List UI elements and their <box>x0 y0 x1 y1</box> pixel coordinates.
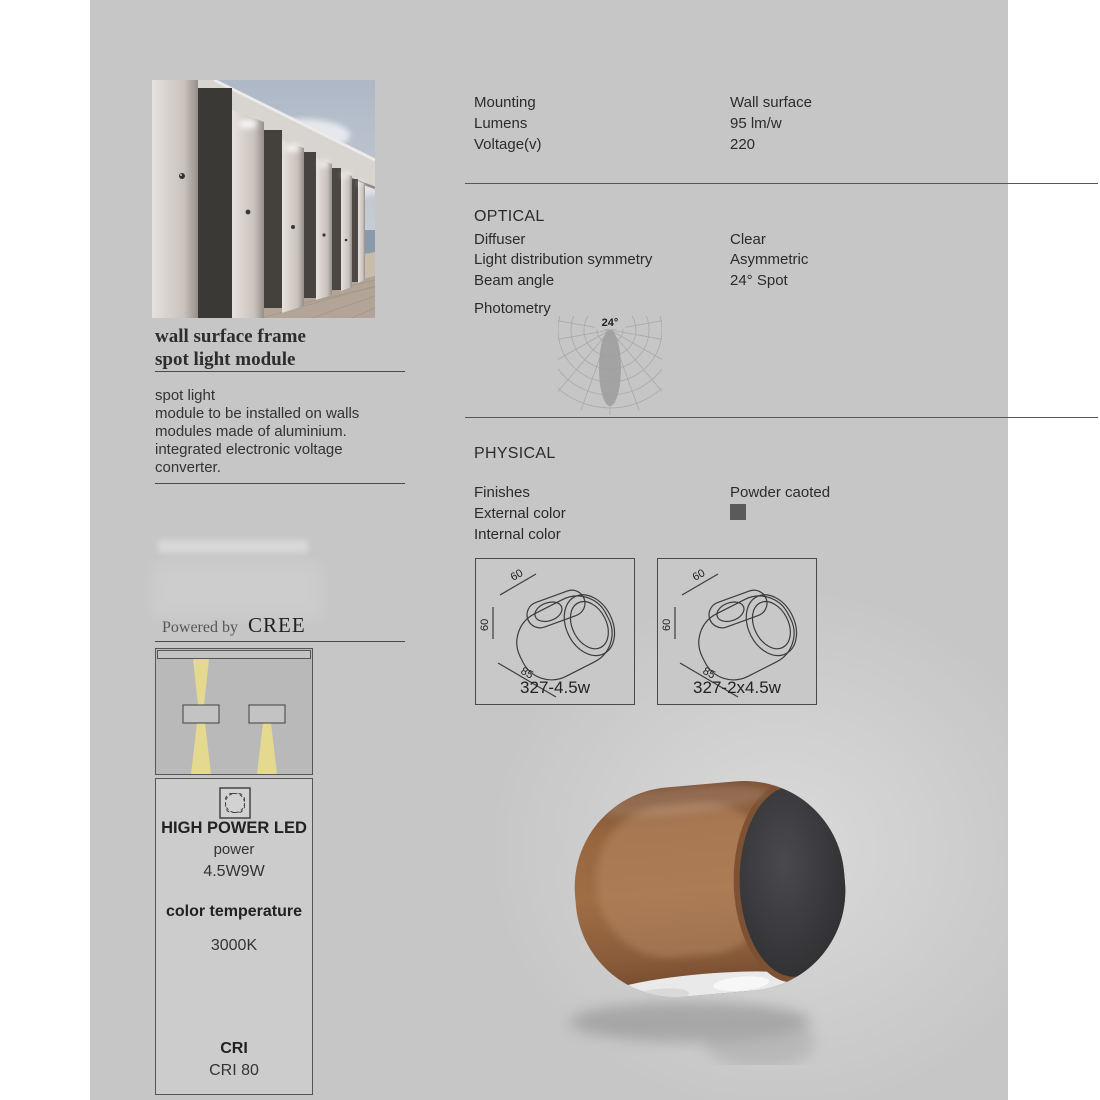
fixture-symbol-updown <box>183 705 219 723</box>
physical-heading: PHYSICAL <box>474 445 556 462</box>
physical-label: Finishes <box>474 484 530 501</box>
description-line: module to be installed on walls <box>155 405 360 422</box>
physical-label: External color <box>474 505 566 522</box>
photometry-polar-diagram <box>558 316 662 416</box>
optical-label: Diffuser <box>474 231 526 248</box>
power-value: 4.5W9W <box>203 863 265 880</box>
model-number: 327-2x4.5w <box>693 678 781 697</box>
fixture-symbol-down <box>249 705 285 723</box>
external-color-swatch <box>730 504 746 520</box>
power-label: power <box>213 841 255 858</box>
powered-by <box>162 613 412 638</box>
ceiling-strip <box>158 651 311 659</box>
section-divider <box>465 183 1098 184</box>
dim-height: 60 <box>661 618 673 631</box>
spec-value: 220 <box>730 136 756 153</box>
dim-depth: 85 <box>700 665 718 682</box>
dimension-box-1 <box>475 558 635 705</box>
dim-height: 60 <box>479 618 491 631</box>
physical-label: Internal color <box>474 526 561 543</box>
spec-label: Lumens <box>474 115 528 132</box>
dim-width: 60 <box>690 567 708 584</box>
fixture-render <box>545 750 875 1065</box>
spec-label: Mounting <box>474 94 536 111</box>
section-divider <box>465 417 1098 418</box>
dim-width: 60 <box>508 567 526 584</box>
title-divider <box>155 371 405 372</box>
cri-value: CRI 80 <box>209 1062 259 1079</box>
led-chip-icon <box>218 786 252 820</box>
beam-diagram <box>155 648 313 775</box>
powered-by-divider <box>155 641 405 642</box>
product-title-line1: wall surface frame <box>155 326 306 347</box>
powered-by-label: Powered by <box>162 619 238 636</box>
product-title-line2: spot light module <box>155 349 296 370</box>
model-number: 327-4.5w <box>520 678 590 697</box>
content-panel <box>90 0 1008 1100</box>
spec-value: Wall surface <box>730 94 812 111</box>
optical-label: Light distribution symmetry <box>474 251 653 268</box>
product-title <box>155 325 415 371</box>
product-photo <box>152 80 375 318</box>
description-line: converter. <box>155 459 221 476</box>
optical-value: Clear <box>730 231 766 248</box>
brand-name: CREE <box>247 613 306 637</box>
color-temp-value: 3000K <box>210 937 258 954</box>
dimension-box-2 <box>657 558 817 705</box>
dim-depth: 85 <box>518 665 536 682</box>
optical-value: 24° Spot <box>730 272 788 289</box>
optical-label: Beam angle <box>474 272 555 289</box>
led-spec-box <box>155 778 313 1095</box>
description-line: spot light <box>155 387 216 404</box>
optical-value: Asymmetric <box>730 251 809 268</box>
description-line: integrated electronic voltage <box>155 441 343 458</box>
spec-value: 95 lm/w <box>730 115 782 132</box>
beam-lobe <box>599 330 621 406</box>
description-divider <box>155 483 405 484</box>
photometry-label: Photometry <box>474 300 551 317</box>
description-line: modules made of aluminium. <box>155 423 347 440</box>
led-heading: HIGH POWER LED <box>161 819 307 837</box>
erased-patch <box>158 540 308 553</box>
fixture-body <box>566 771 868 1016</box>
erased-patch <box>152 563 322 618</box>
spec-label: Voltage(v) <box>474 136 542 153</box>
color-temp-label: color temperature <box>165 903 303 920</box>
physical-value: Powder caoted <box>730 484 831 501</box>
optical-heading: OPTICAL <box>474 208 545 225</box>
cri-label: CRI <box>220 1040 248 1057</box>
beam-angle-badge: 24° <box>601 317 619 329</box>
product-description <box>155 387 405 477</box>
